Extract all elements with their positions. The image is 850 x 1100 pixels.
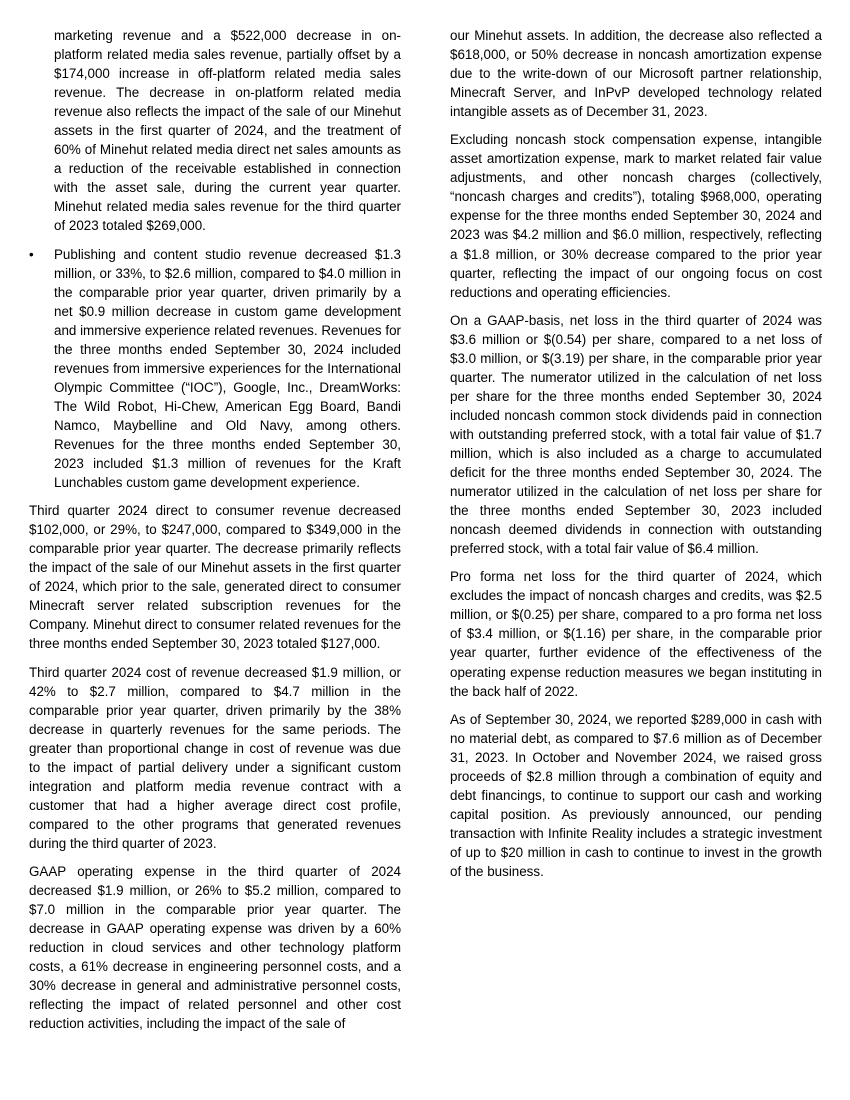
cost-of-revenue-paragraph: Third quarter 2024 cost of revenue decreased $1.9 million, or 42% to $2.7 million, compared to $4.7 million in the comparable prior year quarter, driven primarily by the 38% decrease in quarterly revenues for the same periods. The greater than proportional change in cost of revenue was due to the impact of partial delivery under a significant custom integration and platform media revenue contract with a customer that had a higher average direct cost profile, compared to the other programs that generated revenues during the third quarter of 2023. <box>29 664 401 851</box>
cash-position-paragraph: As of September 30, 2024, we reported $289,000 in cash with no material debt, as compared to $7.6 million as of December 31, 2023. In October and November 2024, we raised gross proceeds of $2.8 million through a combination of equity and debt financings, to continue to support our cash and working capital position. As previously announced, our pending transaction with Infinite Reality includes a strategic investment of up to $20 million in cash to continue to invest in the growth of the business. <box>450 711 822 879</box>
publishing-bullet-paragraph <box>29 245 401 493</box>
noncash-operating-expense-paragraph: Excluding noncash stock compensation expense, intangible asset amortization expense, mark to market related fair value adjustments, and other noncash charges (collectively, “noncash charges and credits”), totaling $968,000, operating expense for the three months ended September 30, 2024 and 2023 was $4.2 million and $6.0 million, respectively, reflecting a $1.8 million, or 30% decrease compared to the prior year quarter, reflecting the impact of our ongoing focus on cost reductions and operating efficiencies. <box>450 132 822 300</box>
bullet-icon: • <box>29 246 34 262</box>
amortization-paragraph: our Minehut assets. In addition, the decrease also reflected a $618,000, or 50% decrease in noncash amortization expense due to the write-down of our Microsoft partner relationship, Minecraft Server, and InPvP developed technology related intangible assets as of December 31, 2023. <box>450 28 822 120</box>
right-column <box>450 26 822 890</box>
publishing-bullet-text: Publishing and content studio revenue decreased $1.3 million, or 33%, to $2.6 million, compared to $4.0 million in the comparable prior year quarter, driven primarily by a net $0.9 million decrease in custom game development and immersive experience related revenues. Revenues for the three months ended September 30, 2024 included revenues from immersive experiences for the International Olympic Committee (“IOC”), Google, Inc., DreamWorks: The Wild Robot, Hi-Chew, American Egg Board, Bandi Namco, Maybelline and Old Navy, among others. Revenues for the three months ended September 30, 2023 included $1.3 million of revenues for the Kraft Lunchables custom game development experience. <box>54 246 401 491</box>
gaap-net-loss-paragraph: On a GAAP-basis, net loss in the third quarter of 2024 was $3.6 million or $(0.54) per share, compared to a net loss of $3.0 million, or $(3.19) per share, in the comparable prior year quarter. The numerator utilized in the calculation of net loss per share for the three months ended September 30, 2024 included noncash common stock dividends paid in connection with outstanding preferred stock, with a total fair value of $1.7 million, which is also included as a charge to accumulated deficit for the three months ended September 30, 2024. The numerator utilized in the calculation of net loss per share for the three months ended September 30, 2023 included noncash deemed dividends in connection with outstanding preferred stock, with a total fair value of $6.4 million. <box>450 312 822 557</box>
continued-bullet-text: marketing revenue and a $522,000 decrease in on-platform related media sales revenue, partially offset by a $174,000 increase in off-platform related media sales revenue. The decrease in on-platform related media revenue also reflects the impact of the sale of our Minehut assets in the first quarter of 2024, and the treatment of 60% of Minehut related media direct net sales amounts as a reduction of the receivable established in connection with the asset sale, during the current year quarter. Minehut related media sales revenue for the third quarter of 2023 totaled $269,000. <box>54 28 401 234</box>
left-column <box>29 26 401 1042</box>
direct-to-consumer-paragraph: Third quarter 2024 direct to consumer revenue decreased $102,000, or 29%, to $247,000, compared to $349,000 in the comparable prior year quarter. The decrease primarily reflects the impact of the sale of our Minehut assets in the first quarter of 2024, which prior to the sale, generated direct to consumer Minecraft server related subscription revenues for the Company. Minehut direct to consumer related revenues for the three months ended September 30, 2023 totaled $127,000. <box>29 503 401 652</box>
pro-forma-net-loss-paragraph: Pro forma net loss for the third quarter of 2024, which excludes the impact of noncash charges and credits, was $2.5 million, or $(0.25) per share, compared to a pro forma net loss of $3.4 million, or $(1.16) per share, in the comparable prior year quarter, further evidence of the effectiveness of the operating expense reduction measures we began instituting in the back half of 2022. <box>450 569 822 699</box>
gaap-operating-expense-paragraph: GAAP operating expense in the third quarter of 2024 decreased $1.9 million, or 26% to $5.2 million, compared to $7.0 million in the comparable prior year quarter. The decrease in GAAP operating expense was driven by a 60% reduction in cloud services and other technology platform costs, a 61% decrease in engineering personnel costs, and a 30% decrease in general and administrative personnel costs, reflecting the impact of related personnel and other cost reduction activities, including the impact of the sale of <box>29 863 401 1032</box>
continued-bullet-paragraph <box>29 26 401 236</box>
